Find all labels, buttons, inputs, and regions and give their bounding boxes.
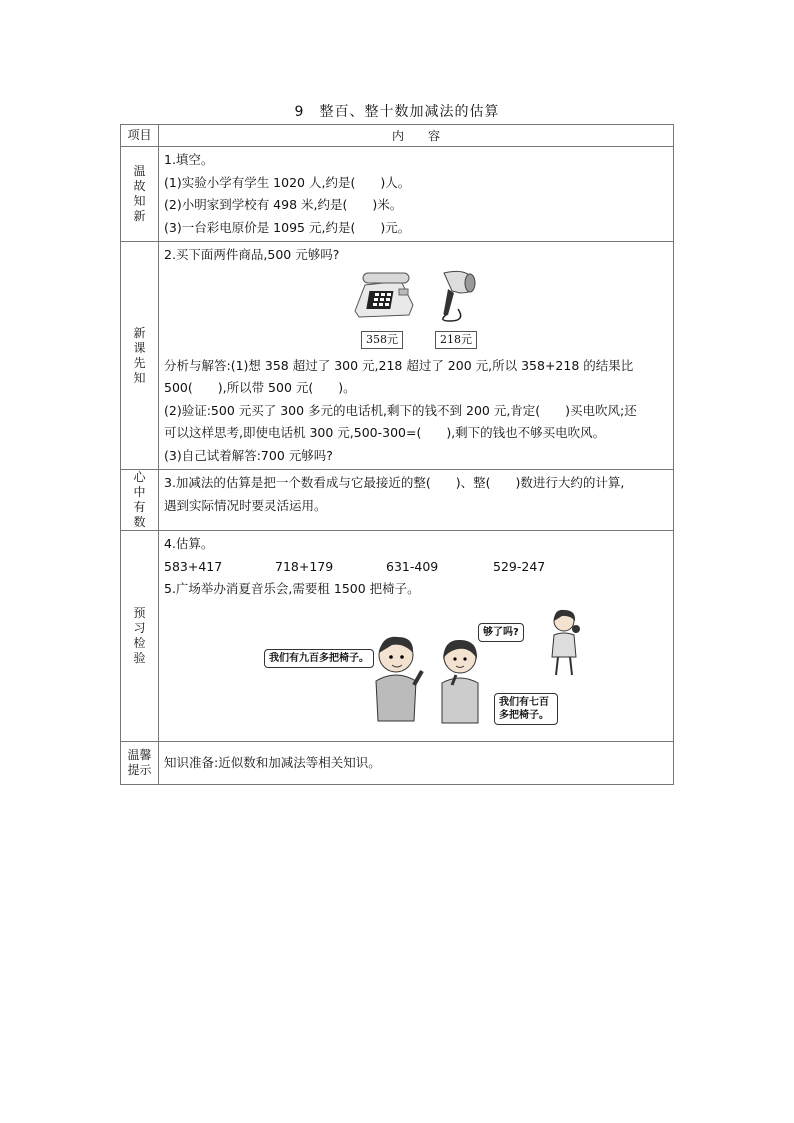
text-line: (1)实验小学有学生 1020 人,约是( )人。 bbox=[164, 174, 411, 190]
section-content bbox=[159, 742, 674, 785]
section-content bbox=[159, 531, 674, 742]
speech-bubble-girl: 我们有七百多把椅子。 bbox=[494, 693, 558, 725]
small-girl-figure bbox=[546, 607, 582, 679]
section-content bbox=[159, 242, 674, 470]
section-preview bbox=[121, 531, 674, 742]
section-content bbox=[159, 147, 674, 242]
text-line: 1.填空。 bbox=[164, 152, 214, 167]
text-line: (3)自己试着解答:700 元够吗? bbox=[164, 447, 333, 463]
text-line: (3)一台彩电原价是 1095 元,约是( )元。 bbox=[164, 219, 411, 235]
header-content: 内 容 bbox=[159, 125, 674, 147]
table-header-row bbox=[121, 125, 674, 147]
text-line: 500( ),所以带 500 元( )。 bbox=[164, 380, 356, 395]
section-tip bbox=[121, 742, 674, 785]
price-tag-dryer: 218元 bbox=[435, 331, 477, 349]
estimate-row bbox=[164, 556, 668, 579]
text-line: (2)验证:500 元买了 300 多元的电话机,剩下的钱不到 200 元,肯定( )买电吹风;还 bbox=[164, 402, 637, 418]
girl-figure bbox=[434, 635, 486, 725]
text-line: 5.广场举办消夏音乐会,需要租 1500 把椅子。 bbox=[164, 581, 420, 596]
section-label: 温馨 提示 bbox=[121, 742, 159, 785]
speech-bubble-boy: 我们有九百多把椅子。 bbox=[264, 649, 374, 668]
page-title: 9 整百、整十数加减法的估算 bbox=[294, 104, 500, 120]
lesson-table bbox=[120, 124, 674, 785]
product-pictures bbox=[164, 267, 668, 355]
speech-bubble-small-girl: 够了吗? bbox=[478, 623, 524, 642]
illustration-scene bbox=[164, 601, 668, 736]
estimate-expression: 583+417 bbox=[164, 558, 223, 574]
boy-figure bbox=[364, 629, 424, 725]
hair-dryer-image bbox=[430, 269, 478, 323]
text-line: 可以这样思考,即使电话机 300 元,500-300=( ),剩下的钱也不够买电吹风。 bbox=[164, 425, 606, 440]
text-line: 3.加减法的估算是把一个数看成与它最接近的整( )、整( )数进行大约的计算, bbox=[164, 475, 625, 490]
text-line: 4.估算。 bbox=[164, 536, 214, 551]
telephone-image bbox=[349, 271, 417, 321]
text-line: 分析与解答:(1)想 358 超过了 300 元,218 超过了 200 元,所以 358+218 的结果比 bbox=[164, 357, 634, 373]
section-newlesson bbox=[121, 242, 674, 470]
section-label: 预 习 检 验 bbox=[121, 531, 159, 742]
text-line: 遇到实际情况时要灵活运用。 bbox=[164, 497, 327, 513]
estimate-expression: 529-247 bbox=[493, 558, 546, 574]
section-label: 温 故 知 新 bbox=[121, 147, 159, 242]
header-item: 项目 bbox=[121, 125, 159, 147]
section-keypoint bbox=[121, 470, 674, 531]
estimate-expression: 718+179 bbox=[275, 558, 334, 574]
section-label: 心 中 有 数 bbox=[121, 470, 159, 531]
section-review bbox=[121, 147, 674, 242]
estimate-expression: 631-409 bbox=[386, 558, 439, 574]
price-tag-phone: 358元 bbox=[361, 331, 403, 349]
section-label: 新 课 先 知 bbox=[121, 242, 159, 470]
text-line: 知识准备:近似数和加减法等相关知识。 bbox=[164, 754, 381, 770]
question-line: 2.买下面两件商品,500 元够吗? bbox=[164, 247, 340, 262]
text-line: (2)小明家到学校有 498 米,约是( )米。 bbox=[164, 197, 403, 212]
section-content bbox=[159, 470, 674, 531]
